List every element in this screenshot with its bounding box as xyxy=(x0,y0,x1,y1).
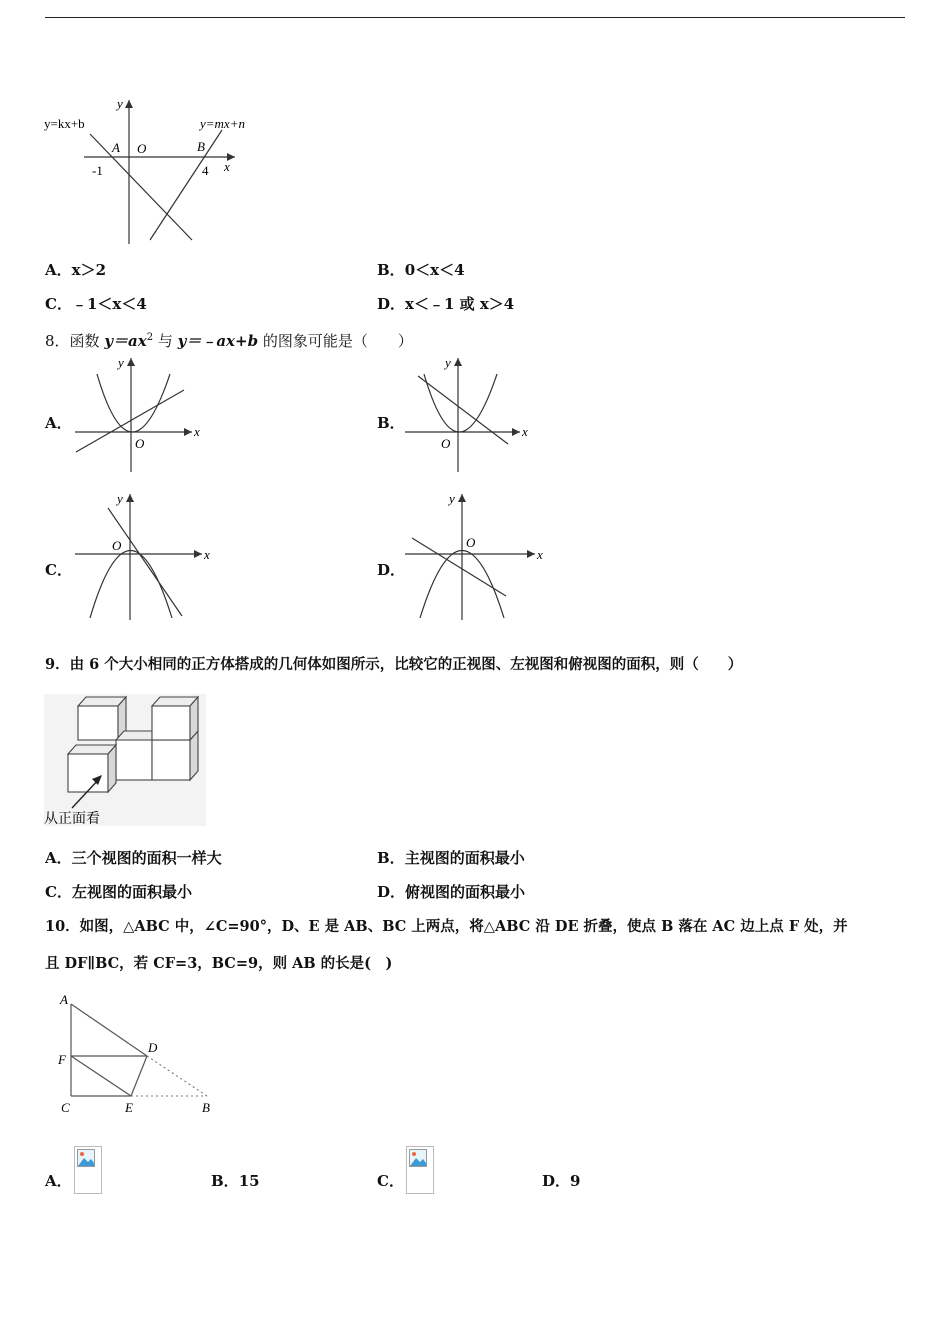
view-caption: 从正面看 xyxy=(44,811,100,827)
q8a-y-label: y xyxy=(118,355,124,370)
label-c: C xyxy=(61,1100,70,1115)
x-axis-label: x xyxy=(224,159,230,174)
q8c-y-label: y xyxy=(117,491,123,506)
tick-4: 4 xyxy=(202,163,209,178)
q8b-y-label: y xyxy=(445,355,451,370)
q8c-origin: O xyxy=(112,538,122,553)
q7-line-graph xyxy=(40,92,270,252)
q8b-x-label: x xyxy=(522,424,528,439)
q10-stem-line1: 10．如图，△ABC 中，∠C=90°，D、E 是 AB、BC 上两点，将△ABC 沿 DE 折叠，使点 B 落在 AC 边上点 F 处，并 xyxy=(45,918,848,935)
q8-option-c[interactable]: C． xyxy=(45,561,72,579)
broken-image-icon xyxy=(406,1146,434,1194)
q8-option-b[interactable]: B． xyxy=(377,414,405,432)
q7-option-b[interactable]: B．0＜x＜4 xyxy=(377,261,465,279)
label-a: A xyxy=(60,992,68,1007)
q8-graph-a xyxy=(70,352,210,474)
q7-option-d[interactable]: D．x＜﹣1 或 x＞4 xyxy=(377,295,515,313)
q8a-origin: O xyxy=(135,436,145,451)
image-placeholder-icon xyxy=(409,1149,427,1167)
q10-option-b[interactable]: B．15 xyxy=(211,1172,260,1190)
tick-neg1: -1 xyxy=(92,163,103,178)
q7-option-c[interactable]: C．﹣1＜x＜4 xyxy=(45,295,147,313)
q8-stem: 8．函数 $y=ax^2$ 与 y＝﹣ax+b 的图象可能是（ ） xyxy=(45,332,413,350)
line1-label: y=kx+b xyxy=(44,116,85,131)
q8d-origin: O xyxy=(466,535,476,550)
q9-stem: 9．由 6 个大小相同的正方体搭成的几何体如图所示，比较它的正视图、左视图和俯视图的面积，则（ ） xyxy=(45,656,743,673)
label-e: E xyxy=(125,1100,133,1115)
label-f: F xyxy=(58,1052,66,1067)
image-placeholder-icon xyxy=(77,1149,95,1167)
q8a-x-label: x xyxy=(194,424,200,439)
line2-label: y=mx+n xyxy=(200,116,245,131)
label-b: B xyxy=(202,1100,210,1115)
q8b-origin: O xyxy=(441,436,451,451)
q7-option-a[interactable]: A．x＞2 xyxy=(45,261,107,279)
q8c-x-label: x xyxy=(204,547,210,562)
q8-graph-b xyxy=(400,352,540,474)
q9-option-d[interactable]: D．俯视图的面积最小 xyxy=(377,883,526,901)
point-b-label: B xyxy=(197,139,205,154)
point-a-label: A xyxy=(112,140,120,155)
q10-option-d[interactable]: D．9 xyxy=(542,1172,581,1190)
q8-option-d[interactable]: D． xyxy=(377,561,406,579)
q8-graph-d xyxy=(400,488,550,623)
q9-option-b[interactable]: B．主视图的面积最小 xyxy=(377,849,525,867)
page-top-rule xyxy=(45,17,905,18)
broken-image-icon xyxy=(74,1146,102,1194)
q10-option-c[interactable]: C． xyxy=(377,1172,404,1190)
label-d: D xyxy=(148,1040,158,1055)
q10-triangle-figure xyxy=(52,988,222,1118)
q9-option-c[interactable]: C．左视图的面积最小 xyxy=(45,883,192,901)
q10-option-a[interactable]: A． xyxy=(45,1172,72,1190)
q9-cubes-figure xyxy=(40,690,210,830)
q8d-x-label: x xyxy=(537,547,543,562)
q8-graph-c xyxy=(70,488,220,623)
q8d-y-label: y xyxy=(449,491,455,506)
q9-option-a[interactable]: A．三个视图的面积一样大 xyxy=(45,849,222,867)
origin-label: O xyxy=(137,141,147,156)
y-axis-label: y xyxy=(117,96,123,111)
q8-option-a[interactable]: A． xyxy=(45,414,72,432)
q10-stem-line2: 且 DF∥BC，若 CF=3，BC=9，则 AB 的长是( ) xyxy=(45,955,393,972)
